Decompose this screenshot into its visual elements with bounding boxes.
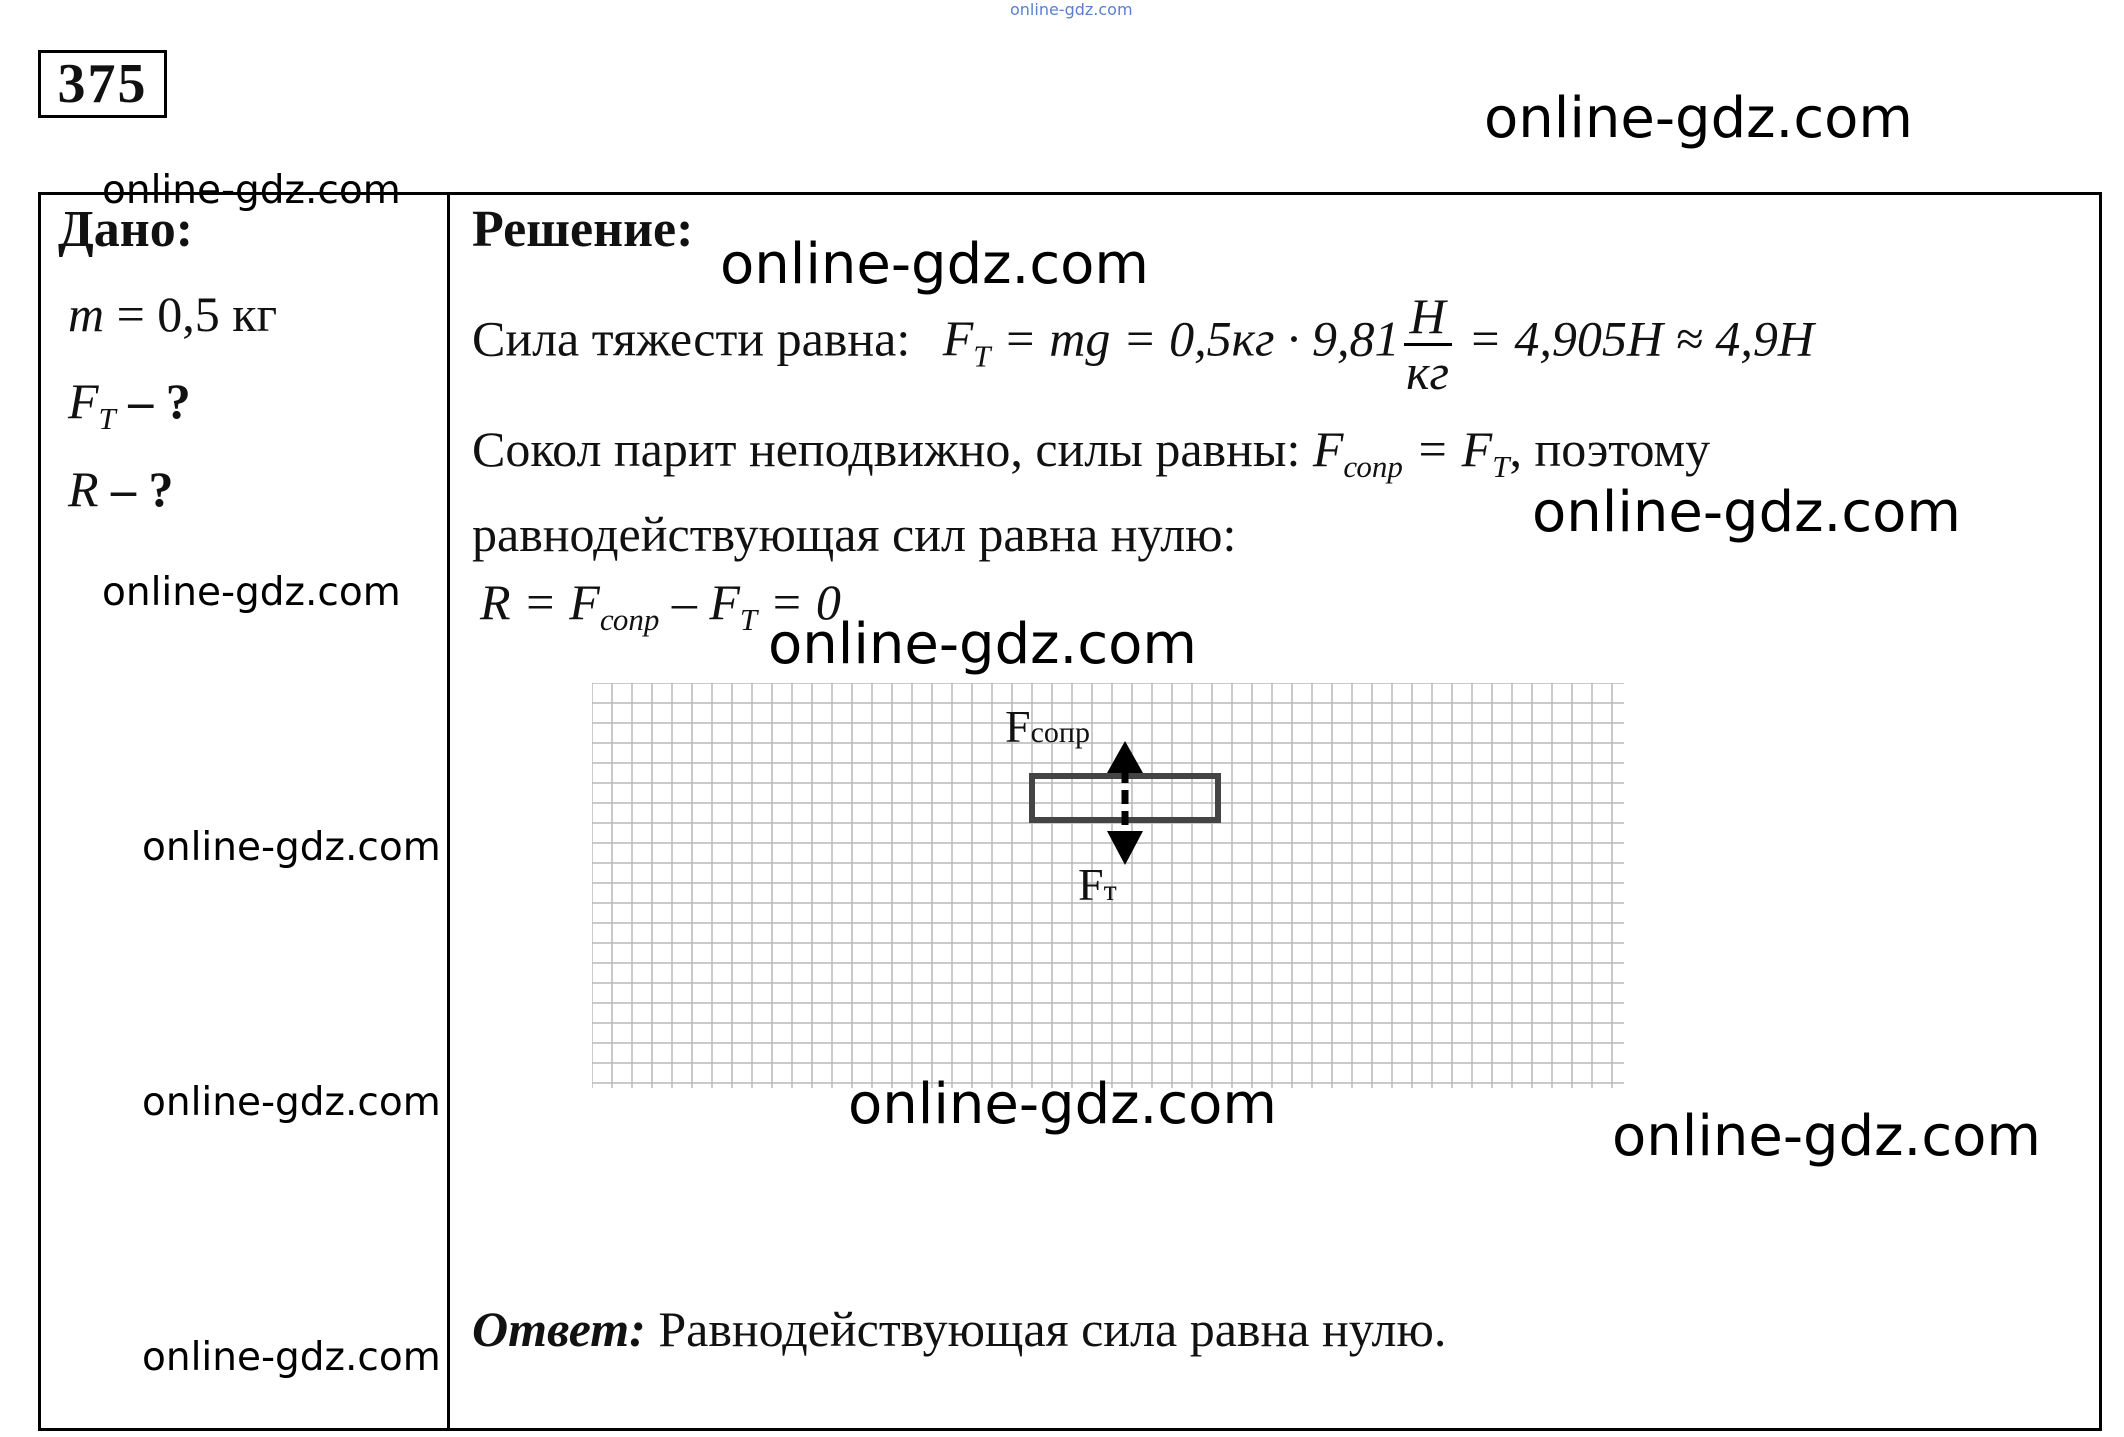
given-force (68, 372, 191, 437)
watermark-solution-top: online-gdz.com (720, 232, 1149, 297)
drag-sub: сопр (1030, 716, 1090, 749)
force-sub: T (98, 401, 116, 436)
given-header: Дано: (58, 201, 194, 258)
watermark-given-top: online-gdz.com (102, 168, 401, 213)
R-formula-start: R = F (480, 574, 600, 630)
watermark-solution-bottom: online-gdz.com (848, 1072, 1277, 1137)
result-question: – ? (111, 461, 174, 517)
label-gravity-force (1078, 858, 1117, 911)
mass-symbol: m (68, 286, 105, 342)
fraction-denominator: кг (1406, 343, 1449, 400)
gravity-result: = 4,905Н ≈ 4,9Н (1455, 310, 1815, 367)
solution-header: Решение: (472, 201, 694, 258)
watermark-solution-mid: online-gdz.com (768, 612, 1197, 677)
gravity-label-sub: т (1103, 874, 1117, 907)
force-symbol: F (68, 373, 99, 429)
gravity-text: Сила тяжести равна: (472, 310, 911, 367)
solution-line-balance (472, 420, 1710, 485)
balance-end: , поэтому (1509, 421, 1711, 477)
problem-number: 375 (38, 50, 167, 118)
result-symbol: R (68, 461, 99, 517)
drag-F: F (1005, 701, 1031, 752)
answer-line (472, 1300, 1446, 1358)
given-mass (68, 285, 277, 343)
balance-sub1: сопр (1343, 449, 1403, 484)
gravity-label-F: F (1078, 859, 1104, 910)
answer-label: Ответ: (472, 1301, 646, 1357)
force-question: – ? (128, 373, 191, 429)
answer-text: Равнодействующая сила равна нулю. (645, 1301, 1447, 1357)
watermark-given-low2: online-gdz.com (142, 1080, 441, 1125)
watermark-solution-right: online-gdz.com (1532, 480, 1961, 545)
label-drag-force (1005, 700, 1090, 753)
newton-per-kg-fraction (1404, 290, 1452, 398)
watermark-right-bottom: online-gdz.com (1612, 1104, 2041, 1169)
R-sub1: сопр (599, 602, 660, 637)
watermark-given-low1: online-gdz.com (142, 825, 441, 870)
solution-line-resultant: равнодействующая сил равна нулю: (472, 506, 1237, 562)
R-sub2: T (739, 602, 758, 637)
balance-sub2: T (1492, 449, 1510, 484)
mass-value: = 0,5 кг (116, 286, 278, 342)
watermark-given-low3: online-gdz.com (142, 1335, 441, 1380)
balance-eq: = F (1402, 421, 1493, 477)
gravity-sub: T (973, 338, 991, 374)
balance-text: Сокол парит неподвижно, силы равны: (472, 421, 1301, 477)
top-watermark: online-gdz.com (1010, 0, 1133, 19)
R-formula-mid: – F (659, 574, 740, 630)
gravity-F: F (942, 310, 974, 367)
balance-F1: F (1312, 421, 1344, 477)
watermark-header: online-gdz.com (1484, 86, 1913, 151)
R-formula-end: = 0 (757, 574, 841, 630)
gravity-formula: = mg = 0,5кг · 9,81 (990, 310, 1400, 367)
watermark-given-mid: online-gdz.com (102, 570, 401, 615)
given-result (68, 460, 174, 518)
column-divider (447, 192, 450, 1431)
solution-line-gravity (472, 290, 1814, 398)
fraction-numerator: Н (1404, 290, 1452, 346)
